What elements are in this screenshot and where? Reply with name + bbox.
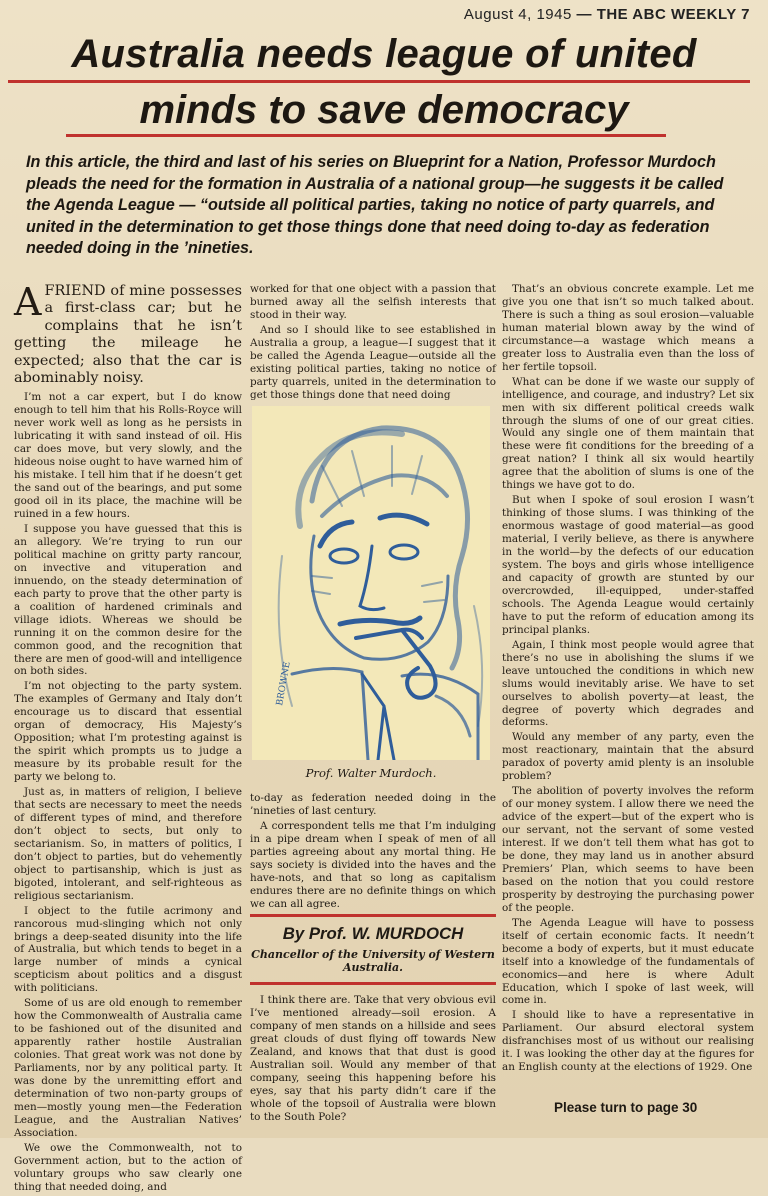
paragraph: But when I spoke of soul erosion I wasn’t thinking of those slums. I was thinking of the enormous wastage of good material—as good material, I verily believe, as there is anywhere in the world—by the defects of our education system. The boys and girls whose intelligence and capacity of growth are stunted by our overcrowded, ill-equipped, under-staffed schools. The Agenda League would certainly have to put the reform of education among its principal planks. xyxy=(502,494,754,636)
running-head xyxy=(464,6,750,23)
paragraph: Just as, in matters of religion, I believe that sects are necessary to meet the needs of different types of mind, and therefore don’t object to sects, but only to sectarianism. So, in matters of politics, I don’t object to parties, but do vehemently object to partisanship, which is just as bigoted, intolerant, and self-righteous as religious sectarianism. xyxy=(14,786,242,902)
issue-date: August 4, 1945 xyxy=(463,6,572,23)
paragraph: Again, I think most people would agree that there’s no use in abolishing the slums if we leave untouched the conditions in which new slums would inevitably arise. We have to set ourselves to abolish poverty—at least, the degree of poverty which degrades and deforms. xyxy=(502,638,754,729)
continued-link[interactable]: Please turn to page 30 xyxy=(554,1100,698,1115)
article-column-2 xyxy=(250,283,496,404)
headline-rule-top xyxy=(8,80,750,83)
headline-line-2: minds to save democracy xyxy=(139,88,629,132)
paragraph: The Agenda League will have to possess itself of certain economic facts. It needn’t become a body of experts, but it must educate itself into a knowledge of the fundamentals of economics—and here is where Adult Education, which I spoke of last week, will come in. xyxy=(502,916,754,1007)
drop-cap: A xyxy=(14,280,42,324)
paragraph: That’s an obvious concrete example. Let me give you one that isn’t so much talked about. There is such a thing as soul erosion—valuable human material blown away by the wind of circumstance—a wastage which means a greater loss to Australia even than the loss of her fertile topsoil. xyxy=(502,283,754,373)
byline-rule-top xyxy=(250,914,496,917)
paragraph: I’m not objecting to the party system. The examples of Germany and Italy don’t encourage us to discard that essential organ of democracy, His Majesty’s Opposition; what I’m protesting against is the spirit which prompts us to judge a measure by its probable result for the party we belong to. xyxy=(14,680,242,784)
byline: By Prof. W. MURDOCH xyxy=(282,924,464,943)
paragraph: I’m not a car expert, but I do know enough to tell him that his Rolls-Royce will never work well as long as he persists in lubricating it with sand instead of oil. His car does move, but very slowly, and the hideous noise ought to have warned him of his mistake. I tell him that if he doesn’t get the sand out of the bearings, and put some good oil in its place, the machine will be ruined in a few hours. xyxy=(14,391,242,521)
article-column-2-continued xyxy=(250,792,496,913)
paragraph: to-day as federation needed doing in the ’nineties of last century. xyxy=(250,792,496,817)
paragraph: The abolition of poverty involves the reform of our money system. I allow there we need the advice of the expert—but of the expert who is our servant, not the servant of some vested interest. If we don’t tell them what has got to be done, they may land us in another absurd Premiers’ Plan, which seems to have been based on the notion that you could restore prosperity by destroying the purchasing power of the people. xyxy=(502,785,754,914)
paragraph: Some of us are old enough to remember how the Commonwealth of Australia came to be fashioned out of the disunited and apparently rather hostile Australian colonies. That great work was not done by Parliaments, nor by any political party. It was done by the unremitting effort and determination of two non-party groups of men—mostly young men—the Federation League, and the Australian Natives’ Association. xyxy=(14,997,242,1139)
paragraph: worked for that one object with a passion that burned away all the selfish interests that stood in their way. xyxy=(250,283,496,321)
publication-name: THE ABC WEEKLY xyxy=(596,6,737,23)
headline-rule-bottom xyxy=(66,134,666,137)
article-column-1 xyxy=(14,280,242,1196)
paragraph: A correspondent tells me that I’m indulging in a pipe dream when I speak of men of all parties agreeing about any mortal thing. He says society is divided into the haves and the have-nots, and that so long as capitalism endures there are no definite things on which we can all agree. xyxy=(250,819,496,910)
artist-signature: BROWNE xyxy=(275,660,293,707)
portrait-caption: Prof. Walter Murdoch. xyxy=(305,766,437,780)
lead-paragraph xyxy=(14,280,242,387)
byline-rule-bottom xyxy=(250,982,496,985)
paragraph: And so I should like to see established in Australia a group, a league—I suggest that it be called the Agenda League—outside all the existing political parties, taking no notice of party quarrels, united in the determination to get those things done that need doing xyxy=(250,323,496,401)
paragraph: We owe the Commonwealth, not to Government action, but to the action of voluntary groups who saw clearly one thing that needed doing, and xyxy=(14,1141,242,1193)
paragraph: Would any member of any party, even the most reactionary, maintain that the absurd paradox of poverty amid plenty is an insoluble problem? xyxy=(502,731,754,783)
paragraph: I think there are. Take that very obvious evil I’ve mentioned already—soil erosion. A company of men stands on a hillside and sees great clouds of dust flying off towards New Zealand, and knows that that dust is good Australian soil. Would any member of that company, seeing this happening before his eyes, say that his party didn’t care if the whole of the topsoil of Australia were blown to the South Pole? xyxy=(250,994,496,1123)
article-column-2-end xyxy=(250,994,496,1124)
paragraph: I suppose you have guessed that this is an allegory. We’re trying to run our political machine on gritty party rancour, on invective and vituperation and innuendo, on the steady determination of each party to prove that the other party is a coalition of hardened criminals and village idiots. Whereas we should be running it on the common desire for the common good, and the recognition that there are men of good-will and intelligence on both sides. xyxy=(14,522,242,678)
page-number: 7 xyxy=(741,6,750,23)
headline-line-1: Australia needs league of united xyxy=(71,32,697,76)
header-dash: — xyxy=(576,6,593,23)
standfirst: In this article, the third and last of his series on Blueprint for a Nation, Professor Murdoch pleads the need for the formation in Australia of a national group—he suggests it be called the Agenda League — “outside all political parties, taking no notice of party quarrels, and united in the determination to get those things done that need doing to-day as federation needed doing in the ’nineties. xyxy=(26,153,724,257)
lead-text: FRIEND of mine possesses a first-class car; but he complains that he isn’t getting the mileage he expected; also that the car is abominably noisy. xyxy=(14,283,242,387)
portrait-illustration xyxy=(252,406,490,760)
byline-affiliation: Chancellor of the University of Western Australia. xyxy=(251,948,495,974)
article-column-3 xyxy=(502,283,754,1076)
paragraph: What can be done if we waste our supply of intelligence, and courage, and industry? Let six men with six different political creeds walk through the slums of one of our great cities. Would any single one of them maintain that these were fit conditions for the breeding of a great nation? I think all six would heartily agree that the abolition of slums is one of the things we have got to do. xyxy=(502,375,754,492)
paragraph: I should like to have a representative in Parliament. Our absurd electoral system disfranchises most of us without our realising it. I was looking the other day at the figures for an English county at the elections of 1929. One xyxy=(502,1009,754,1074)
paragraph: I object to the futile acrimony and rancorous mud-slinging which not only brings a deep-seated disunity into the life of Australia, but which tends to beget in a large number of minds a cynical scepticism about politics and a disgust with politicians. xyxy=(14,904,242,995)
